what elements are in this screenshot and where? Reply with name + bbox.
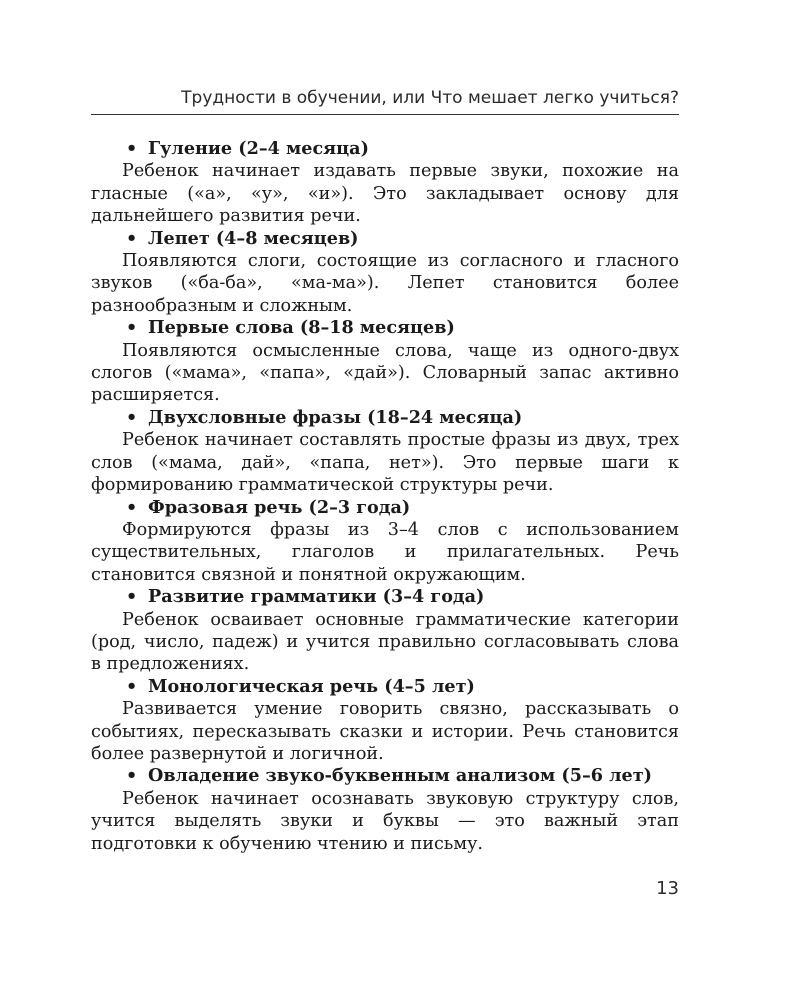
bullet-icon: • <box>126 496 138 518</box>
bullet-icon: • <box>126 765 138 787</box>
bullet-icon: • <box>126 406 138 428</box>
stage-description: Формируются фразы из 3–4 слов с использованием существительных, глаголов и прилагательных. Речь становится связной и понятной окружающим. <box>91 519 679 585</box>
header-divider <box>91 114 679 115</box>
stage-title: • Первые слова (8–18 месяцев) <box>126 317 455 339</box>
bullet-icon: • <box>126 138 138 159</box>
stage-title: • Двухсловные фразы (18–24 месяца) <box>126 406 523 428</box>
stage-description: Ребенок начинает составлять простые фразы из двух, трех слов («мама, дай», «папа, нет»). Это первые шаги к формированию грамматической структуры речи. <box>91 430 679 496</box>
bullet-icon: • <box>126 227 138 249</box>
stage-description: Ребенок начинает осознавать звуковую структуру слов, учится выделять звуки и буквы — это важный этап подготовки к обучению чтению и письму. <box>91 788 679 854</box>
stage-title: • Фразовая речь (2–3 года) <box>126 496 411 518</box>
stage-description: Ребенок осваивает основные грамматические категории (род, число, падеж) и учится правильно согласовывать слова в предложениях. <box>91 609 679 675</box>
stage-title: • Овладение звуко-буквенным анализом (5–6 лет) <box>126 765 652 787</box>
stage-description: Появляются слоги, состоящие из согласного и гласного звуков («ба-ба», «ма-ма»). Лепет становится более разнообразным и сложным. <box>91 251 679 316</box>
stage-title: • Монологическая речь (4–5 лет) <box>126 675 475 697</box>
bullet-icon: • <box>126 317 138 339</box>
bullet-icon: • <box>126 586 138 608</box>
stage-title: • Гуление (2–4 месяца) <box>126 138 369 159</box>
stage-description: Ребенок начинает издавать первые звуки, похожие на гласные («а», «у», «и»). Это закладывает основу для дальнейшего развития речи. <box>91 161 679 227</box>
page-number: 13 <box>656 878 679 899</box>
bullet-icon: • <box>126 675 138 697</box>
stage-title: • Лепет (4–8 месяцев) <box>126 227 359 249</box>
running-header: Трудности в обучении, или Что мешает легко учиться? <box>181 88 679 108</box>
stage-description: Появляются осмысленные слова, чаще из одного-двух слогов («мама», «папа», «дай»). Словарный запас активно расширяется. <box>91 340 679 406</box>
stage-title: • Развитие грамматики (3–4 года) <box>126 586 485 608</box>
stage-description: Развивается умение говорить связно, рассказывать о событиях, пересказывать сказки и истории. Речь становится более развернутой и логичной. <box>91 699 679 764</box>
speech-stages-list <box>91 138 679 855</box>
